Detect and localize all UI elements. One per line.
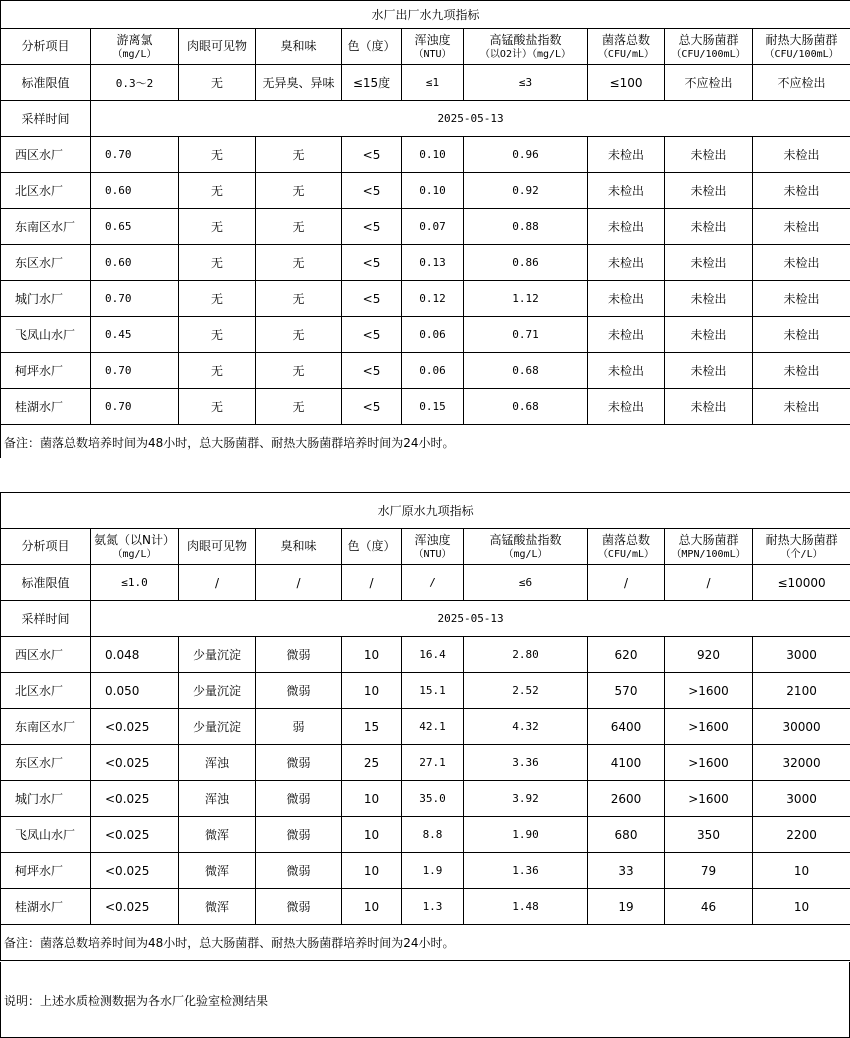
plant-name: 桂湖水厂: [1, 389, 91, 425]
table-title: 水厂出厂水九项指标: [1, 1, 850, 29]
column-header-unit: （mg/L）: [112, 48, 157, 60]
data-cell: 微弱: [256, 781, 342, 817]
column-header-label: 臭和味: [280, 539, 317, 553]
data-cell: 10: [753, 853, 850, 889]
data-cell: 未检出: [753, 209, 850, 245]
data-cell: 无: [256, 137, 342, 173]
data-cell: 0.92: [464, 173, 588, 209]
column-header-label: 耐热大肠菌群: [765, 532, 838, 547]
finished-water-table: [0, 0, 850, 461]
data-cell: 无: [179, 245, 256, 281]
data-cell: 微弱: [256, 889, 342, 925]
data-cell: 未检出: [665, 317, 753, 353]
data-cell: 未检出: [753, 389, 850, 425]
data-cell: 0.70: [91, 281, 179, 317]
data-cell: <0.025: [91, 853, 179, 889]
column-header: [1, 29, 91, 65]
data-cell: 0.65: [91, 209, 179, 245]
data-cell: 弱: [256, 709, 342, 745]
standard-cell: /: [588, 565, 665, 601]
column-header-label: 臭和味: [280, 39, 317, 53]
column-header: [342, 529, 402, 565]
data-cell: 0.10: [402, 173, 464, 209]
table-row: [1, 637, 850, 673]
data-cell: 6400: [588, 709, 665, 745]
data-cell: 未检出: [665, 173, 753, 209]
standard-cell: /: [256, 565, 342, 601]
data-cell: <5: [342, 137, 402, 173]
column-header: [402, 529, 464, 565]
plant-name: 北区水厂: [1, 673, 91, 709]
data-cell: 未检出: [588, 281, 665, 317]
column-header-label: 分析项目: [21, 539, 70, 553]
raw-water-table: [0, 492, 850, 961]
data-cell: 微弱: [256, 745, 342, 781]
standard-cell: 无异臭、异味: [256, 65, 342, 101]
table-row: [1, 353, 850, 389]
standard-cell: 不应检出: [665, 65, 753, 101]
column-header-unit: （NTU）: [413, 48, 452, 60]
column-header-unit: （个/L）: [780, 548, 823, 560]
data-cell: 0.68: [464, 389, 588, 425]
data-cell: 620: [588, 637, 665, 673]
data-cell: 未检出: [588, 209, 665, 245]
data-cell: 0.06: [402, 353, 464, 389]
table-title: 水厂原水九项指标: [1, 493, 850, 529]
data-cell: 未检出: [588, 353, 665, 389]
data-cell: 0.06: [402, 317, 464, 353]
note-row: [1, 925, 850, 961]
column-header-unit: （CFU/mL）: [597, 48, 655, 60]
plant-name: 柯坪水厂: [1, 353, 91, 389]
column-header-unit: （mg/L）: [503, 548, 548, 560]
column-header-label: 肉眼可见物: [186, 39, 247, 53]
data-cell: 浑浊: [179, 781, 256, 817]
data-cell: 微浑: [179, 853, 256, 889]
data-cell: 未检出: [665, 281, 753, 317]
data-cell: 少量沉淀: [179, 673, 256, 709]
data-cell: 未检出: [588, 173, 665, 209]
data-cell: 79: [665, 853, 753, 889]
column-header-label: 总大肠菌群: [678, 32, 739, 47]
data-cell: 无: [256, 353, 342, 389]
standard-cell: 无: [179, 65, 256, 101]
column-header: [256, 29, 342, 65]
plant-name: 柯坪水厂: [1, 853, 91, 889]
data-cell: >1600: [665, 709, 753, 745]
standard-cell: 0.3～2: [91, 65, 179, 101]
data-cell: 无: [179, 353, 256, 389]
data-cell: 46: [665, 889, 753, 925]
data-cell: 1.90: [464, 817, 588, 853]
column-header: [256, 529, 342, 565]
data-cell: 920: [665, 637, 753, 673]
data-cell: 1.9: [402, 853, 464, 889]
footer-note: 说明：上述水质检测数据为各水厂化验室检测结果: [4, 994, 269, 1008]
data-cell: 微弱: [256, 817, 342, 853]
column-header-unit: （mg/L）: [112, 548, 157, 560]
data-cell: 微弱: [256, 673, 342, 709]
data-cell: >1600: [665, 745, 753, 781]
data-cell: 微弱: [256, 853, 342, 889]
plant-name: 东南区水厂: [1, 709, 91, 745]
column-header-label: 游离氯: [116, 32, 153, 47]
data-cell: 0.88: [464, 209, 588, 245]
data-cell: 微浑: [179, 889, 256, 925]
data-cell: >1600: [665, 673, 753, 709]
data-cell: 无: [179, 389, 256, 425]
data-cell: 0.60: [91, 173, 179, 209]
column-header-label: 高锰酸盐指数: [489, 32, 562, 47]
column-header-unit: （CFU/mL）: [597, 548, 655, 560]
data-cell: 3000: [753, 637, 850, 673]
data-cell: 0.71: [464, 317, 588, 353]
data-cell: 未检出: [665, 353, 753, 389]
data-cell: 0.13: [402, 245, 464, 281]
table-row: [1, 245, 850, 281]
column-header: [91, 29, 179, 65]
column-header-label: 浑浊度: [414, 532, 451, 547]
plant-name: 东区水厂: [1, 745, 91, 781]
plant-name: 东南区水厂: [1, 209, 91, 245]
column-header: [342, 29, 402, 65]
title-row: [1, 1, 850, 29]
column-header-unit: （MPN/100mL）: [671, 548, 746, 560]
data-cell: 42.1: [402, 709, 464, 745]
data-cell: 无: [179, 281, 256, 317]
standard-cell: ≤3: [464, 65, 588, 101]
note-row: [1, 425, 850, 461]
data-cell: <0.025: [91, 745, 179, 781]
data-cell: 2.80: [464, 637, 588, 673]
data-cell: 0.96: [464, 137, 588, 173]
plant-name: 东区水厂: [1, 245, 91, 281]
column-header: [665, 29, 753, 65]
column-header: [91, 529, 179, 565]
data-cell: 未检出: [753, 245, 850, 281]
column-header: [588, 29, 665, 65]
data-cell: 10: [342, 637, 402, 673]
table-row: [1, 853, 850, 889]
data-cell: 未检出: [753, 137, 850, 173]
data-cell: 570: [588, 673, 665, 709]
data-cell: <0.025: [91, 817, 179, 853]
plant-name: 桂湖水厂: [1, 889, 91, 925]
data-cell: 10: [342, 853, 402, 889]
data-cell: 10: [342, 781, 402, 817]
data-cell: 1.48: [464, 889, 588, 925]
standard-cell: 不应检出: [753, 65, 850, 101]
plant-name: 城门水厂: [1, 281, 91, 317]
table-row: [1, 137, 850, 173]
table-row: [1, 745, 850, 781]
data-cell: 无: [179, 137, 256, 173]
column-header-unit: （NTU）: [413, 548, 452, 560]
data-cell: 无: [179, 317, 256, 353]
plant-name: 西区水厂: [1, 137, 91, 173]
column-header-unit: （CFU/100mL）: [764, 48, 839, 60]
data-cell: 3.36: [464, 745, 588, 781]
standard-row: [1, 65, 850, 101]
data-cell: 无: [179, 209, 256, 245]
data-cell: 0.68: [464, 353, 588, 389]
data-cell: 10: [342, 817, 402, 853]
plant-name: 飞凤山水厂: [1, 317, 91, 353]
data-cell: 无: [256, 245, 342, 281]
column-header: [753, 29, 850, 65]
standard-cell: 标准限值: [1, 565, 91, 601]
data-cell: 少量沉淀: [179, 637, 256, 673]
data-cell: 2100: [753, 673, 850, 709]
data-cell: 无: [256, 173, 342, 209]
data-cell: 无: [256, 389, 342, 425]
table-row: [1, 817, 850, 853]
data-cell: 25: [342, 745, 402, 781]
standard-cell: ≤10000: [753, 565, 850, 601]
data-cell: 2600: [588, 781, 665, 817]
sample-date-row: [1, 101, 850, 137]
plant-name: 北区水厂: [1, 173, 91, 209]
column-header-label: 肉眼可见物: [186, 539, 247, 553]
data-cell: <0.025: [91, 709, 179, 745]
column-header-unit: （以O2计）（mg/L）: [479, 48, 572, 60]
note-text: 备注：菌落总数培养时间为48小时，总大肠菌群、耐热大肠菌群培养时间为24小时。: [1, 425, 850, 461]
column-header-label: 色（度）: [347, 39, 396, 53]
data-cell: 0.70: [91, 353, 179, 389]
data-cell: 未检出: [588, 137, 665, 173]
data-cell: 1.36: [464, 853, 588, 889]
data-cell: 0.050: [91, 673, 179, 709]
column-header-label: 氨氮（以N计）: [94, 532, 175, 547]
data-cell: 0.048: [91, 637, 179, 673]
table-row: [1, 209, 850, 245]
data-cell: 无: [256, 317, 342, 353]
header-row: [1, 529, 850, 565]
footer-box: [0, 962, 850, 1038]
title-row: [1, 493, 850, 529]
data-cell: <0.025: [91, 781, 179, 817]
column-header-label: 菌落总数: [601, 32, 650, 47]
column-header: [464, 29, 588, 65]
standard-cell: /: [402, 565, 464, 601]
standard-cell: /: [342, 565, 402, 601]
column-header-label: 菌落总数: [601, 532, 650, 547]
column-header: [665, 529, 753, 565]
column-header-label: 高锰酸盐指数: [489, 532, 562, 547]
data-cell: 微浑: [179, 817, 256, 853]
data-cell: 0.10: [402, 137, 464, 173]
data-cell: 未检出: [753, 353, 850, 389]
data-cell: <0.025: [91, 889, 179, 925]
data-cell: 未检出: [665, 137, 753, 173]
note-text: 备注：菌落总数培养时间为48小时，总大肠菌群、耐热大肠菌群培养时间为24小时。: [1, 925, 850, 961]
data-cell: 未检出: [753, 173, 850, 209]
data-cell: 3.92: [464, 781, 588, 817]
data-cell: <5: [342, 173, 402, 209]
column-header: [179, 29, 256, 65]
data-cell: 未检出: [588, 317, 665, 353]
data-cell: <5: [342, 317, 402, 353]
data-cell: 680: [588, 817, 665, 853]
table-row: [1, 781, 850, 817]
data-cell: 少量沉淀: [179, 709, 256, 745]
data-cell: 10: [753, 889, 850, 925]
data-cell: >1600: [665, 781, 753, 817]
standard-cell: /: [665, 565, 753, 601]
data-cell: 未检出: [588, 245, 665, 281]
sample-date-row: [1, 601, 850, 637]
data-cell: 10: [342, 889, 402, 925]
data-cell: 1.3: [402, 889, 464, 925]
data-cell: 350: [665, 817, 753, 853]
data-cell: 4.32: [464, 709, 588, 745]
standard-cell: ≤100: [588, 65, 665, 101]
data-cell: 未检出: [665, 245, 753, 281]
data-cell: 未检出: [588, 389, 665, 425]
column-header: [588, 529, 665, 565]
data-cell: 15: [342, 709, 402, 745]
sample-date: 2025-05-13: [91, 101, 850, 137]
table-row: [1, 673, 850, 709]
data-cell: 27.1: [402, 745, 464, 781]
standard-cell: ≤1: [402, 65, 464, 101]
data-cell: 未检出: [665, 209, 753, 245]
column-header-label: 浑浊度: [414, 32, 451, 47]
column-header: [753, 529, 850, 565]
data-cell: 4100: [588, 745, 665, 781]
data-cell: 8.8: [402, 817, 464, 853]
table-row: [1, 173, 850, 209]
data-cell: 33: [588, 853, 665, 889]
standard-cell: ≤6: [464, 565, 588, 601]
data-cell: 15.1: [402, 673, 464, 709]
data-cell: 1.12: [464, 281, 588, 317]
data-cell: 19: [588, 889, 665, 925]
data-cell: 无: [179, 173, 256, 209]
table-row: [1, 281, 850, 317]
data-cell: 未检出: [753, 281, 850, 317]
data-cell: 0.86: [464, 245, 588, 281]
column-header-label: 色（度）: [347, 539, 396, 553]
data-cell: 16.4: [402, 637, 464, 673]
table-row: [1, 317, 850, 353]
standard-cell: 标准限值: [1, 65, 91, 101]
data-cell: 0.70: [91, 137, 179, 173]
table-row: [1, 709, 850, 745]
column-header-label: 耐热大肠菌群: [765, 32, 838, 47]
plant-name: 飞凤山水厂: [1, 817, 91, 853]
standard-cell: ≤15度: [342, 65, 402, 101]
data-cell: <5: [342, 245, 402, 281]
data-cell: 浑浊: [179, 745, 256, 781]
data-cell: 0.07: [402, 209, 464, 245]
data-cell: 10: [342, 673, 402, 709]
data-cell: 微弱: [256, 637, 342, 673]
column-header: [464, 529, 588, 565]
plant-name: 西区水厂: [1, 637, 91, 673]
data-cell: 0.60: [91, 245, 179, 281]
data-cell: 3000: [753, 781, 850, 817]
data-cell: 2.52: [464, 673, 588, 709]
sample-date: 2025-05-13: [91, 601, 850, 637]
standard-row: [1, 565, 850, 601]
data-cell: 无: [256, 209, 342, 245]
data-cell: 35.0: [402, 781, 464, 817]
data-cell: 0.70: [91, 389, 179, 425]
standard-cell: ≤1.0: [91, 565, 179, 601]
data-cell: 2200: [753, 817, 850, 853]
standard-cell: /: [179, 565, 256, 601]
data-cell: 0.12: [402, 281, 464, 317]
data-cell: 30000: [753, 709, 850, 745]
data-cell: 未检出: [753, 317, 850, 353]
sample-label: 采样时间: [1, 601, 91, 637]
table-row: [1, 889, 850, 925]
data-cell: 无: [256, 281, 342, 317]
data-cell: 0.45: [91, 317, 179, 353]
data-cell: <5: [342, 281, 402, 317]
column-header-label: 分析项目: [21, 39, 70, 53]
sample-label: 采样时间: [1, 101, 91, 137]
data-cell: 32000: [753, 745, 850, 781]
data-cell: <5: [342, 353, 402, 389]
column-header-label: 总大肠菌群: [678, 532, 739, 547]
column-header-unit: （CFU/100mL）: [671, 48, 746, 60]
header-row: [1, 29, 850, 65]
plant-name: 城门水厂: [1, 781, 91, 817]
column-header: [1, 529, 91, 565]
table-gap: [0, 458, 850, 492]
data-cell: <5: [342, 389, 402, 425]
column-header: [179, 529, 256, 565]
table-row: [1, 389, 850, 425]
data-cell: 未检出: [665, 389, 753, 425]
data-cell: 0.15: [402, 389, 464, 425]
data-cell: <5: [342, 209, 402, 245]
column-header: [402, 29, 464, 65]
